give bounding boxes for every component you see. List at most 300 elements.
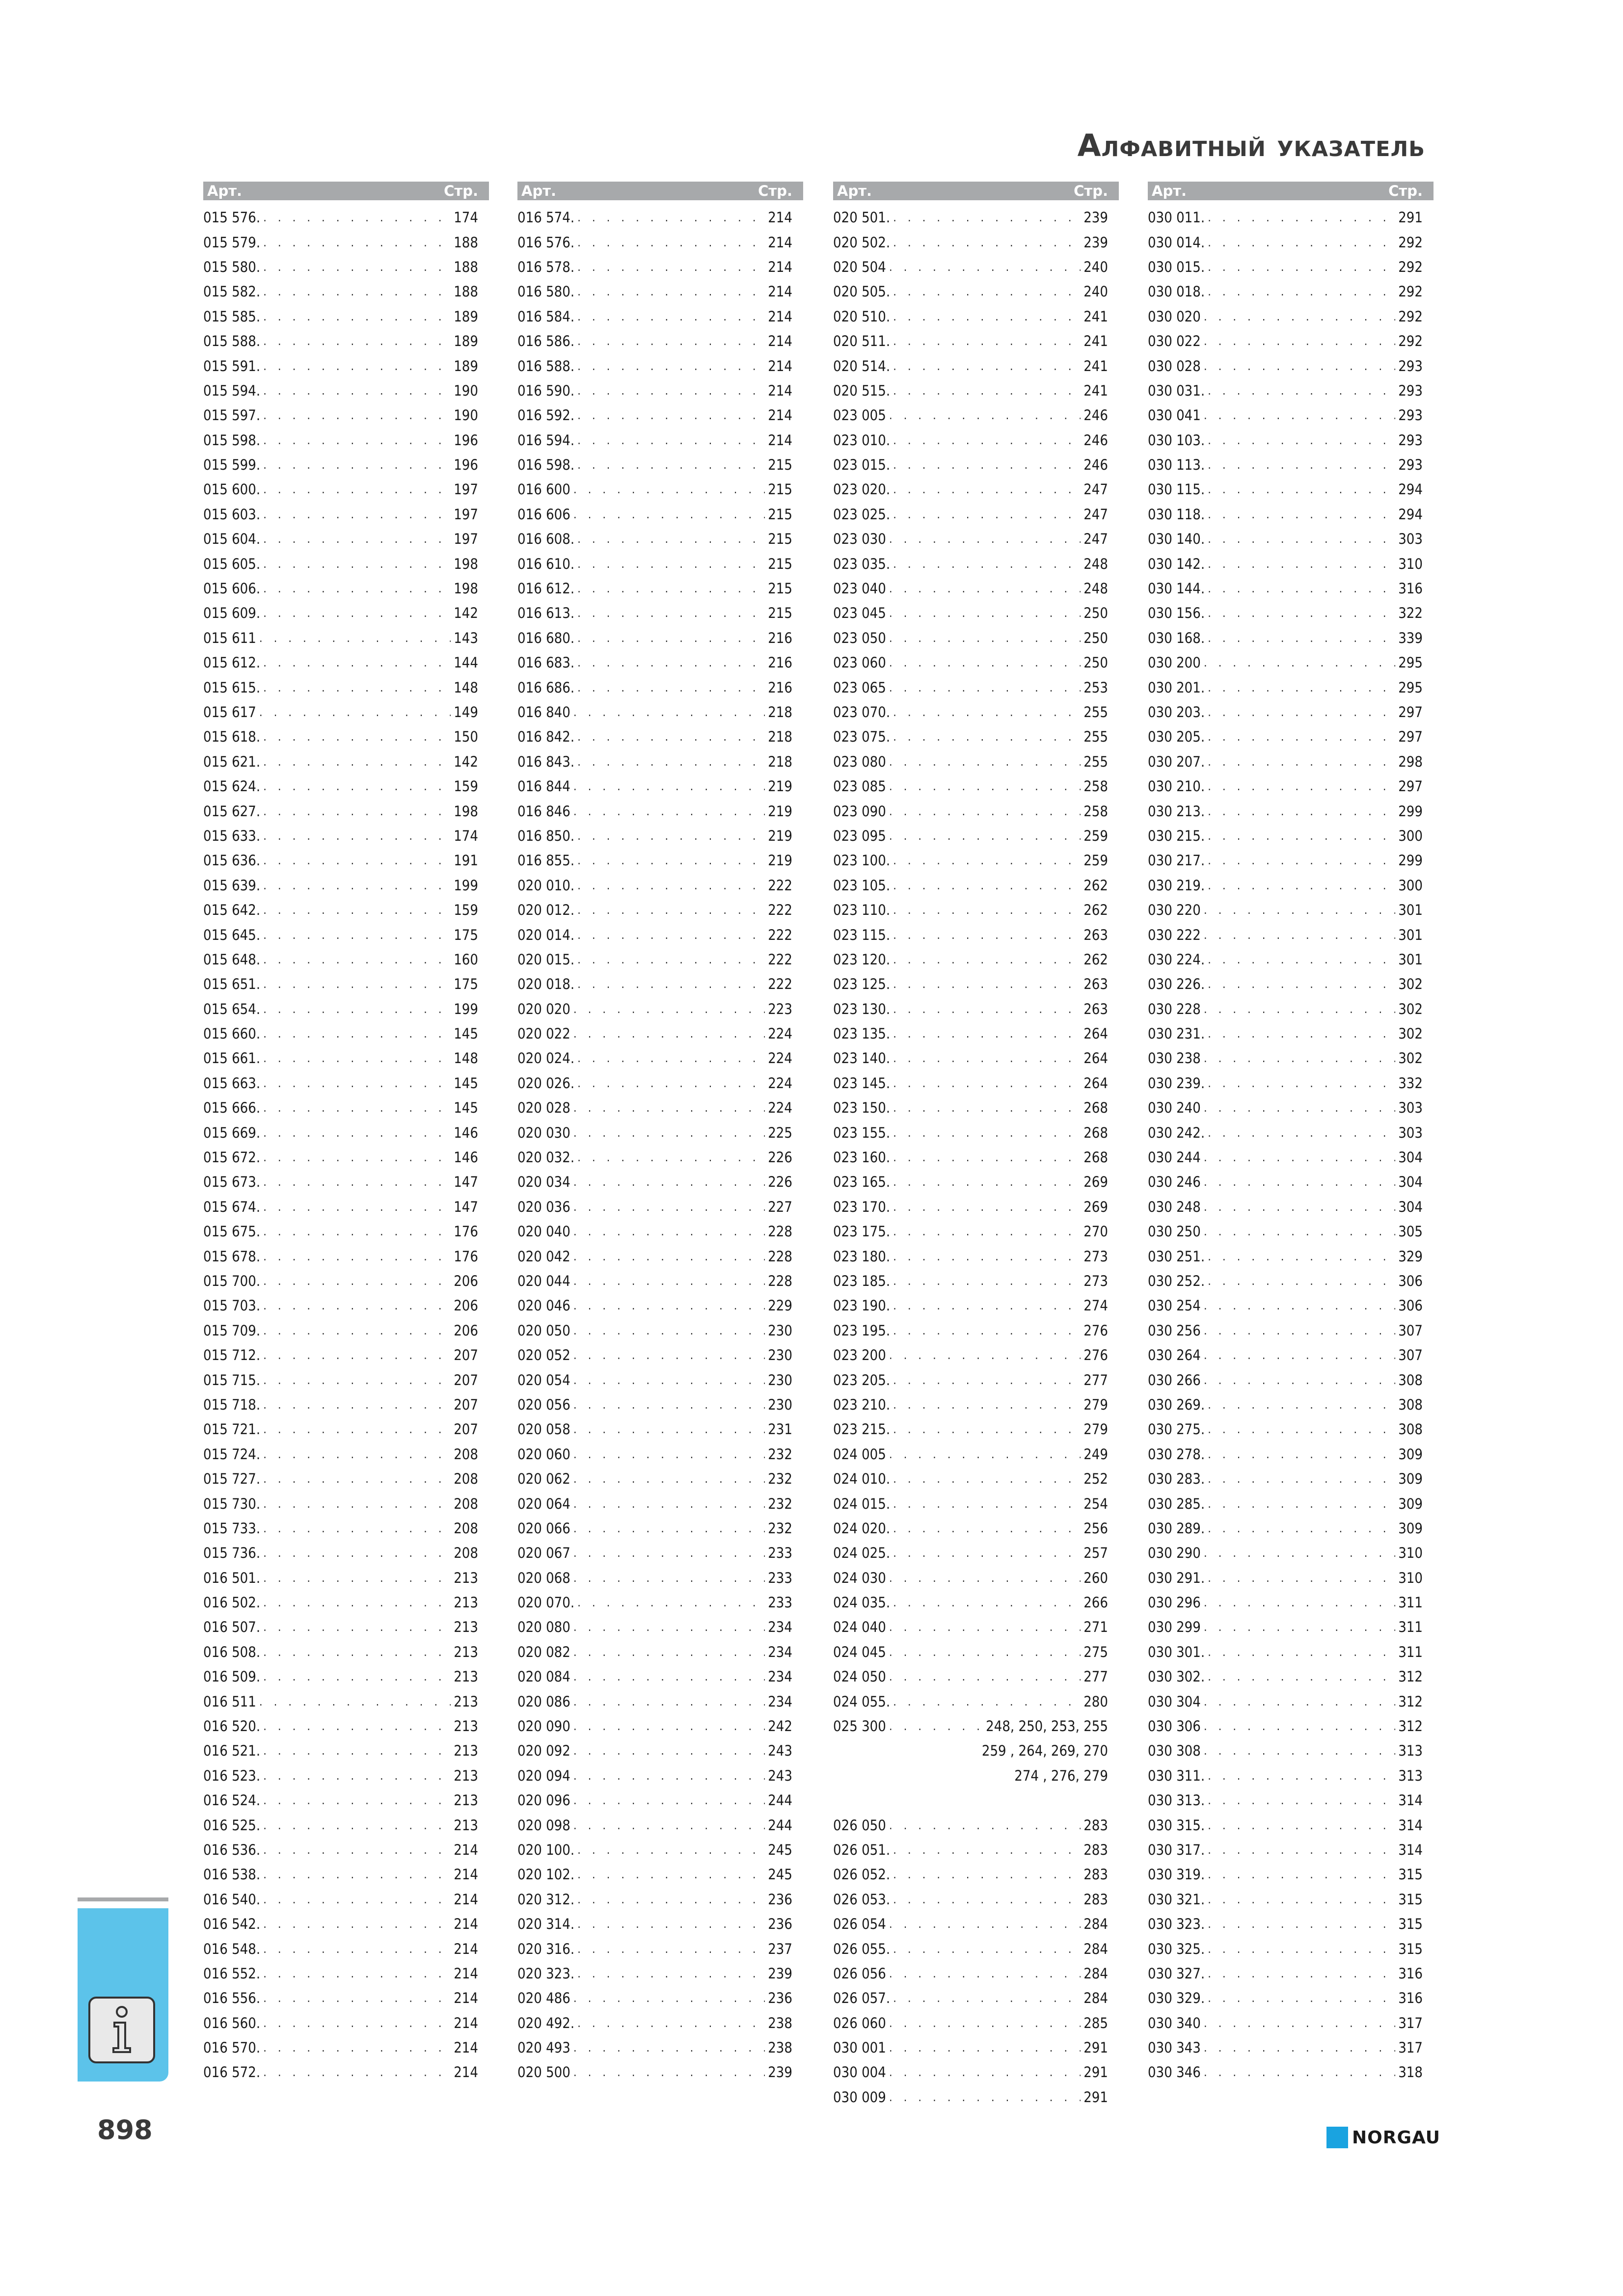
article-number: 020 312.: [517, 1891, 575, 1908]
leader-dots: [263, 1967, 451, 1980]
page-ref: 280: [1083, 1693, 1108, 1710]
leader-dots: [573, 804, 765, 818]
leader-dots: [577, 310, 765, 323]
leader-dots: [893, 1076, 1081, 1090]
leader-dots: [263, 977, 451, 991]
leader-dots: [573, 1769, 765, 1783]
article-number: 020 492.: [517, 2014, 575, 2031]
leader-dots: [893, 557, 1081, 571]
article-number: 015 617: [203, 704, 256, 721]
leader-dots: [1208, 1076, 1395, 1090]
index-row: [833, 1813, 1119, 1837]
page-ref: 308: [1398, 1371, 1423, 1388]
page-ref: 215: [768, 531, 792, 548]
index-row: [517, 1516, 803, 1541]
index-row: [517, 824, 803, 848]
article-number: 020 034: [517, 1174, 570, 1191]
index-row: [833, 947, 1119, 972]
article-number: 020 102.: [517, 1866, 575, 1883]
leader-dots: [263, 1150, 451, 1164]
page-ref: 239: [1083, 209, 1108, 226]
index-row: [833, 1912, 1119, 1936]
page-ref: 215: [768, 580, 792, 597]
page-ref: 198: [454, 580, 478, 597]
article-number: 020 022: [517, 1025, 570, 1042]
leader-dots: [263, 903, 451, 917]
index-row: [1148, 1293, 1434, 1318]
article-number: 016 842.: [517, 728, 575, 746]
article-number: 015 648.: [203, 951, 261, 968]
page-ref: 245: [768, 1866, 792, 1883]
index-row: [203, 502, 489, 527]
leader-dots: [889, 606, 1081, 620]
index-row: [1148, 304, 1434, 329]
leader-dots: [577, 334, 765, 348]
index-row: [203, 1244, 489, 1268]
leader-dots: [893, 1893, 1081, 1906]
page-ref: 222: [768, 951, 792, 968]
index-row: [1148, 329, 1434, 353]
article-number: 016 584.: [517, 308, 575, 325]
page-ref: 219: [768, 802, 792, 820]
page-ref: 198: [454, 802, 478, 820]
page-ref: 247: [1083, 506, 1108, 523]
leader-dots: [577, 1843, 765, 1857]
leader-dots: [577, 384, 765, 398]
page-ref: 214: [768, 357, 792, 374]
index-row: [1148, 378, 1434, 403]
index-row: [833, 353, 1119, 378]
index-row: [1148, 724, 1434, 749]
page-ref: 309: [1398, 1520, 1423, 1537]
leader-dots: [889, 1670, 1081, 1683]
article-number: 030 317.: [1148, 1841, 1205, 1858]
leader-dots: [1208, 458, 1395, 472]
page-ref: 214: [454, 1891, 478, 1908]
index-row: [517, 1912, 803, 1936]
page-ref: 246: [1083, 407, 1108, 424]
page-ref: 295: [1398, 679, 1423, 696]
article-number: 030 113.: [1148, 456, 1205, 474]
index-row: [1148, 1392, 1434, 1417]
index-row: [1148, 527, 1434, 551]
leader-dots: [263, 1942, 451, 1956]
article-number: 016 501.: [203, 1569, 261, 1586]
leader-dots: [1208, 482, 1395, 496]
article-number: 015 709.: [203, 1322, 261, 1339]
leader-dots: [1204, 1546, 1395, 1560]
index-row: [203, 255, 489, 279]
leader-dots: [1204, 334, 1395, 348]
page-ref: 316: [1398, 1965, 1423, 1982]
leader-dots: [1208, 1126, 1395, 1140]
page-ref: 284: [1083, 1916, 1108, 1933]
index-row: [833, 551, 1119, 576]
index-row: [833, 403, 1119, 427]
index-row: [1148, 1961, 1434, 1986]
index-row: [203, 1269, 489, 1293]
article-number: 030 266: [1148, 1371, 1201, 1388]
article-number: 023 105.: [833, 877, 891, 894]
page-ref: 207: [454, 1421, 478, 1438]
index-row: [517, 279, 803, 304]
index-row: [833, 1961, 1119, 1986]
index-row: [833, 1590, 1119, 1615]
article-number: 030 319.: [1148, 1866, 1205, 1883]
article-number: 020 070.: [517, 1594, 575, 1611]
article-number: 015 724.: [203, 1445, 261, 1463]
page-ref: 294: [1398, 506, 1423, 523]
index-row: [203, 1541, 489, 1565]
page-ref: 304: [1398, 1198, 1423, 1215]
article-number: 015 624.: [203, 778, 261, 795]
page-ref: 218: [768, 704, 792, 721]
leader-dots: [577, 458, 765, 472]
article-number: 016 680.: [517, 629, 575, 646]
article-number: 015 675.: [203, 1223, 261, 1240]
index-row: [833, 2035, 1119, 2060]
index-row: [517, 378, 803, 403]
leader-dots: [263, 681, 451, 694]
header-art-label: Арт.: [521, 183, 557, 199]
page-ref: 216: [768, 679, 792, 696]
article-number: 020 050: [517, 1322, 570, 1339]
leader-dots: [889, 681, 1081, 694]
index-row: [833, 453, 1119, 477]
index-row: [833, 1195, 1119, 1219]
index-row: [203, 1095, 489, 1120]
leader-dots: [893, 1422, 1081, 1436]
leader-dots: [263, 1818, 451, 1832]
index-row: [1148, 1021, 1434, 1046]
page-ref: 284: [1083, 1965, 1108, 1982]
article-number: 015 576.: [203, 209, 261, 226]
page-ref: 311: [1398, 1643, 1423, 1660]
article-number: 030 201.: [1148, 679, 1205, 696]
leader-dots: [893, 359, 1081, 373]
page-ref: 310: [1398, 1569, 1423, 1586]
leader-dots: [263, 1893, 451, 1906]
leader-dots: [889, 2090, 1081, 2104]
article-number: 015 661.: [203, 1050, 261, 1067]
leader-dots: [1208, 1571, 1395, 1585]
page-ref: 302: [1398, 976, 1423, 993]
column-header: [203, 182, 489, 200]
header-art-label: Арт.: [1152, 183, 1187, 199]
leader-dots: [1204, 1150, 1395, 1164]
page-ref: 329: [1398, 1248, 1423, 1265]
article-number: 024 015.: [833, 1495, 891, 1512]
index-row: [517, 1392, 803, 1417]
page-ref: 306: [1398, 1297, 1423, 1314]
article-number: 015 678.: [203, 1248, 261, 1265]
leader-dots: [889, 656, 1081, 669]
article-number: 020 015.: [517, 951, 575, 968]
article-number: 023 020.: [833, 481, 891, 498]
article-number: 020 036: [517, 1198, 570, 1215]
index-row: [203, 1120, 489, 1145]
article-number: 020 080: [517, 1619, 570, 1636]
index-row: [833, 1615, 1119, 1639]
article-number: 020 510.: [833, 308, 891, 325]
leader-dots: [263, 1200, 451, 1214]
info-icon[interactable]: [88, 1997, 155, 2063]
index-row: [833, 898, 1119, 922]
leader-dots: [1208, 977, 1395, 991]
page-ref: 314: [1398, 1841, 1423, 1858]
page-ref: 312: [1398, 1668, 1423, 1685]
page-ref: 297: [1398, 728, 1423, 746]
index-row: [517, 1145, 803, 1170]
page-ref: 215: [768, 481, 792, 498]
article-number: 015 721.: [203, 1421, 261, 1438]
index-row: [517, 774, 803, 799]
leader-dots: [1204, 903, 1395, 917]
leader-dots: [1208, 1967, 1395, 1980]
article-number: 030 210.: [1148, 778, 1205, 795]
index-row: [1148, 1343, 1434, 1367]
article-number: 015 727.: [203, 1470, 261, 1488]
leader-dots: [893, 1868, 1081, 1881]
article-number: 020 012.: [517, 902, 575, 919]
index-row: [1148, 1120, 1434, 1145]
leader-dots: [893, 1250, 1081, 1263]
article-number: 023 175.: [833, 1223, 891, 1240]
page-ref: 213: [454, 1569, 478, 1586]
page-ref: 264: [1083, 1025, 1108, 1042]
article-number: 030 343: [1148, 2039, 1201, 2056]
leader-dots: [577, 854, 765, 867]
leader-dots: [263, 2041, 451, 2055]
leader-dots: [893, 285, 1081, 298]
article-number: 030 014.: [1148, 234, 1205, 251]
article-number: 026 050: [833, 1816, 886, 1834]
page-ref: 216: [768, 629, 792, 646]
article-number: 015 660.: [203, 1025, 261, 1042]
index-row: [203, 453, 489, 477]
index-row: [203, 1293, 489, 1318]
article-number: 030 306: [1148, 1718, 1201, 1735]
page-ref: 149: [454, 704, 478, 721]
page-ref: 189: [454, 333, 478, 350]
page-ref: 302: [1398, 1000, 1423, 1017]
page-ref: 146: [454, 1149, 478, 1166]
index-row: [833, 1763, 1119, 1788]
leader-dots: [577, 631, 765, 645]
page-ref: 299: [1398, 802, 1423, 820]
index-row: [833, 1219, 1119, 1244]
article-number: 016 524.: [203, 1792, 261, 1809]
page-ref: 257: [1083, 1545, 1108, 1562]
article-number: 023 155.: [833, 1124, 891, 1141]
page-ref: 214: [454, 1990, 478, 2007]
page-ref: 273: [1083, 1248, 1108, 1265]
page-ref: 247: [1083, 531, 1108, 548]
article-number: 030 256: [1148, 1322, 1201, 1339]
index-row: [203, 2035, 489, 2060]
page-ref: 237: [768, 1940, 792, 1957]
article-number: 023 040: [833, 580, 886, 597]
index-row: [833, 774, 1119, 799]
article-number: 030 200: [1148, 654, 1201, 671]
leader-dots: [1208, 606, 1395, 620]
page-ref: 284: [1083, 1990, 1108, 2007]
index-row: [833, 1269, 1119, 1293]
article-number: 023 090: [833, 802, 886, 820]
index-row: [833, 1417, 1119, 1442]
page-ref: 214: [454, 1841, 478, 1858]
page-ref: 206: [454, 1322, 478, 1339]
page-ref: 249: [1083, 1445, 1108, 1463]
article-number: 015 585.: [203, 308, 261, 325]
leader-dots: [893, 384, 1081, 398]
page-ref: 232: [768, 1445, 792, 1463]
article-number: 023 190.: [833, 1297, 891, 1314]
article-number: 020 060: [517, 1445, 570, 1463]
index-row: [517, 576, 803, 601]
leader-dots: [577, 260, 765, 274]
index-row: [1148, 551, 1434, 576]
article-number: 030 291.: [1148, 1569, 1205, 1586]
article-number: 020 044: [517, 1272, 570, 1289]
article-number: 030 269.: [1148, 1396, 1205, 1413]
article-number: 016 606: [517, 506, 570, 523]
index-row: [1148, 1615, 1434, 1639]
article-number: 030 239.: [1148, 1074, 1205, 1092]
index-row: [1148, 650, 1434, 675]
leader-dots: [1208, 285, 1395, 298]
page-ref: 264: [1083, 1074, 1108, 1092]
leader-dots: [263, 1868, 451, 1881]
leader-dots: [573, 1200, 765, 1214]
article-number: 016 511: [203, 1693, 256, 1710]
index-row: [833, 1788, 1119, 1813]
article-number: 015 621.: [203, 753, 261, 770]
page-ref: 283: [1083, 1841, 1108, 1858]
page-ref: 250: [1083, 629, 1108, 646]
leader-dots: [893, 1843, 1081, 1857]
leader-dots: [577, 1596, 765, 1609]
page-ref: 304: [1398, 1149, 1423, 1166]
page-ref: 239: [1083, 234, 1108, 251]
leader-dots: [1204, 1101, 1395, 1115]
leader-dots: [573, 1324, 765, 1337]
index-row: [203, 873, 489, 898]
leader-dots: [573, 779, 765, 793]
page-ref: 274: [1083, 1297, 1108, 1314]
article-number: 030 015.: [1148, 258, 1205, 275]
page-ref: 308: [1398, 1396, 1423, 1413]
leader-dots: [577, 211, 765, 224]
leader-dots: [1208, 631, 1395, 645]
article-number: 015 605.: [203, 555, 261, 572]
article-number: 016 560.: [203, 2014, 261, 2031]
index-row: [517, 601, 803, 625]
article-number: 020 084: [517, 1668, 570, 1685]
page-ref: 234: [768, 1693, 792, 1710]
index-row: [833, 428, 1119, 453]
leader-dots: [893, 1299, 1081, 1312]
page-ref: 269: [1083, 1198, 1108, 1215]
article-number: 030 231.: [1148, 1025, 1205, 1042]
article-number: 030 278.: [1148, 1445, 1205, 1463]
page-ref: 255: [1083, 728, 1108, 746]
index-row: [833, 1738, 1119, 1763]
article-number: 016 540.: [203, 1891, 261, 1908]
page-ref: 213: [454, 1718, 478, 1735]
index-row: [1148, 824, 1434, 848]
leader-dots: [893, 1497, 1081, 1511]
index-row: [833, 601, 1119, 625]
page-ref: 213: [454, 1594, 478, 1611]
index-row: [1148, 2011, 1434, 2035]
leader-dots: [573, 1818, 765, 1832]
article-number: 020 042: [517, 1248, 570, 1265]
index-row: [517, 1640, 803, 1664]
page-ref: 295: [1398, 654, 1423, 671]
article-number: 030 248: [1148, 1198, 1201, 1215]
index-row: [1148, 1763, 1434, 1788]
index-row: [203, 1714, 489, 1738]
index-row: [203, 824, 489, 848]
page-ref: 291: [1398, 209, 1423, 226]
page-ref: 247: [1083, 481, 1108, 498]
page-ref: 233: [768, 1594, 792, 1611]
page-ref: 229: [768, 1297, 792, 1314]
index-row: [1148, 353, 1434, 378]
leader-dots: [1204, 1373, 1395, 1387]
leader-dots: [263, 879, 451, 892]
page-ref: 283: [1083, 1816, 1108, 1834]
leader-dots: [1208, 260, 1395, 274]
article-number: 030 250: [1148, 1223, 1201, 1240]
article-number: 015 674.: [203, 1198, 261, 1215]
page-ref: 241: [1083, 308, 1108, 325]
leader-dots: [263, 606, 451, 620]
leader-dots: [893, 507, 1081, 521]
article-number: 016 598.: [517, 456, 575, 474]
article-number: 023 150.: [833, 1099, 891, 1117]
index-column-4: [1148, 182, 1434, 2085]
page-ref: 309: [1398, 1495, 1423, 1512]
leader-dots: [573, 2065, 765, 2079]
index-row: [517, 799, 803, 823]
page-ref: 262: [1083, 877, 1108, 894]
leader-dots: [263, 1373, 451, 1387]
index-row: [833, 1145, 1119, 1170]
article-number: 016 586.: [517, 333, 575, 350]
article-number: 015 579.: [203, 234, 261, 251]
leader-dots: [1208, 1917, 1395, 1931]
index-row: [517, 1442, 803, 1467]
index-row: [833, 1021, 1119, 1046]
page-ref: 214: [768, 234, 792, 251]
index-row: [203, 477, 489, 502]
article-number: 015 663.: [203, 1074, 261, 1092]
article-number: 015 580.: [203, 258, 261, 275]
leader-dots: [1208, 433, 1395, 447]
article-number: 016 840: [517, 704, 570, 721]
index-row: [833, 1516, 1119, 1541]
index-row: [1148, 2060, 1434, 2084]
article-number: 016 572.: [203, 2064, 261, 2081]
page-ref: 208: [454, 1445, 478, 1463]
page-ref: 241: [1083, 333, 1108, 350]
page-ref: 148: [454, 1050, 478, 1067]
leader-dots: [893, 458, 1081, 472]
leader-dots: [573, 1348, 765, 1362]
article-number: 015 642.: [203, 902, 261, 919]
